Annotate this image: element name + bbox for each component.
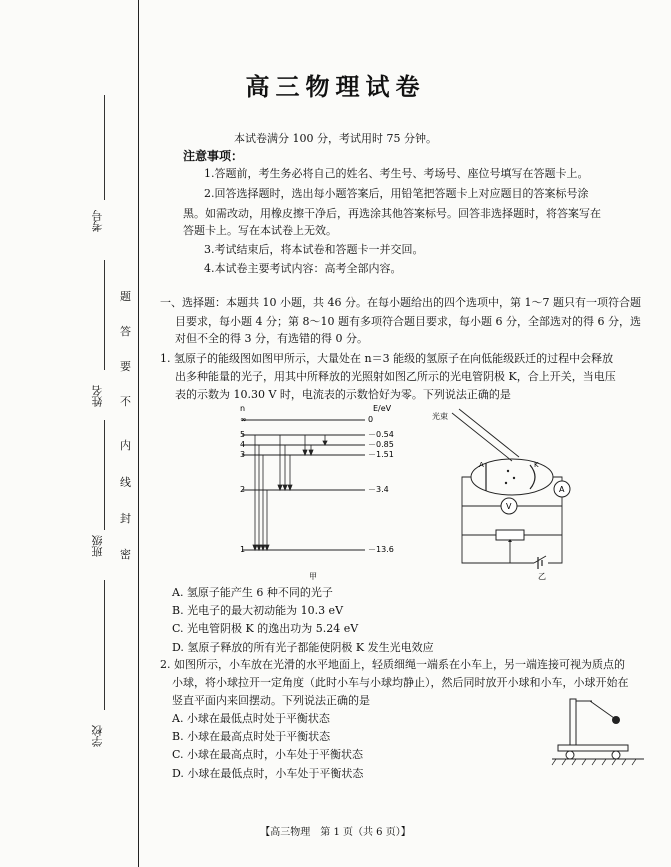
seal-char: 线 xyxy=(120,476,131,489)
notice-item: 2.回答选择题时，选出每小题答案后，用铅笔把答题卡上对应题目的答案标号涂 xyxy=(204,187,589,200)
figure-caption-yi: 乙 xyxy=(538,572,546,581)
seal-char: 封 xyxy=(120,512,131,525)
notice-item: 3.考试结束后，将本试卷和答题卡一并交回。 xyxy=(204,243,424,256)
q1-option-a: A. 氢原子能产生 6 种不同的光子 xyxy=(172,586,333,599)
section1-line: 对但不全的得 3 分，有选错的得 0 分。 xyxy=(175,332,368,345)
ground-hatch xyxy=(552,759,636,765)
sidebar-label-kaohao: 考号 xyxy=(91,210,104,232)
level-numbers xyxy=(240,415,247,554)
switch xyxy=(534,556,546,563)
seal-char: 密 xyxy=(120,548,131,561)
page-title: 高三物理试卷 xyxy=(245,72,426,101)
q2-stem: 竖直平面内来回摆动。下列说法正确的是 xyxy=(172,694,370,707)
seal-char: 答 xyxy=(120,325,131,338)
cart-body xyxy=(558,745,628,751)
sidebar-label-xuexiao: 学校 xyxy=(91,725,104,747)
level-e: －13.6 xyxy=(368,545,394,554)
q2-option-b: B. 小球在最高点时处于平衡状态 xyxy=(172,730,331,743)
seal-char: 不 xyxy=(120,395,131,408)
notice-item: 黑。如需改动，用橡皮擦干净后，再选涂其他答案标号。回答非选择题时，将答案写在 xyxy=(183,207,601,220)
seal-char: 题 xyxy=(120,290,131,303)
q1-stem: 1. 氢原子的能级图如图甲所示，大量处在 n＝3 能级的氢原子在向低能级跃迁的过程中会释放 xyxy=(160,352,614,365)
transition-arrows xyxy=(253,435,327,550)
level-n: 1 xyxy=(240,545,246,554)
anode-label: A xyxy=(479,461,484,469)
seal-char: 要 xyxy=(120,360,131,373)
q2-stem: 2. 如图所示，小车放在光滑的水平地面上，轻质细绳一端系在小车上，另一端连接可视为质点的 xyxy=(160,658,625,671)
q1-option-b: B. 光电子的最大初动能为 10.3 eV xyxy=(172,604,344,617)
light-beam xyxy=(452,409,519,461)
cart-wheel xyxy=(566,751,574,759)
kaohao-line xyxy=(104,95,105,200)
energy-level-diagram xyxy=(225,403,425,583)
q2-option-a: A. 小球在最低点时处于平衡状态 xyxy=(172,712,330,725)
q2-stem: 小球，将小球拉开一定角度（此时小车与小球均静止），然后同时放开小球和小车，小球开始在 xyxy=(172,676,629,689)
level-e: －1.51 xyxy=(368,450,394,459)
level-e: －0.54 xyxy=(368,430,394,439)
cart-wheel xyxy=(612,751,620,759)
support-pole xyxy=(570,699,576,745)
seal-char: 内 xyxy=(120,439,131,452)
photoelectric-circuit xyxy=(430,403,580,583)
level-n: 5 xyxy=(240,430,246,439)
xingming-line xyxy=(104,260,105,370)
banji-line xyxy=(104,420,105,530)
notice-item: 4.本试卷主要考试内容：高考全部内容。 xyxy=(204,262,402,275)
sidebar-label-xingming: 姓名 xyxy=(91,385,104,407)
q2-option-c: C. 小球在最高点时，小车处于平衡状态 xyxy=(172,748,364,761)
n-axis-label: n xyxy=(240,404,246,413)
q1-stem: 出多种能量的光子，用其中所释放的光照射如图乙所示的光电管阴极 K，合上开关，当电压 xyxy=(175,370,616,383)
q1-option-d: D. 氢原子释放的所有光子都能使阴极 K 发生光电效应 xyxy=(172,641,434,654)
q1-stem: 表的示数为 10.30 V 时，电流表的示数恰好为零。下列说法正确的是 xyxy=(175,388,511,401)
cart-pendulum-figure xyxy=(548,693,658,768)
light-label: 光束 xyxy=(432,412,448,421)
level-n: 2 xyxy=(240,485,246,494)
level-n: 3 xyxy=(240,450,246,459)
level-e: 0 xyxy=(368,415,374,424)
q2-option-d: D. 小球在最低点时，小车处于平衡状态 xyxy=(172,767,364,780)
q1-option-c: C. 光电管阴极 K 的逸出功为 5.24 eV xyxy=(172,622,359,635)
notice-item: 1.答题前，考生务必将自己的姓名、考生号、考场号、座位号填写在答题卡上。 xyxy=(204,167,589,180)
section1-line: 一、选择题：本题共 10 小题，共 46 分。在每小题给出的四个选项中，第 1～7 题只有一项符合题 xyxy=(160,296,641,309)
section1-line: 目要求，每小题 4 分；第 8～10 题有多项符合题目要求，每小题 6 分，全部选对的得 6 分，选 xyxy=(175,315,641,328)
photoelectrons xyxy=(505,470,515,484)
sidebar-label-banji: 班级 xyxy=(91,535,104,557)
circuit-wires xyxy=(462,477,562,563)
rheostat xyxy=(496,530,524,540)
xuexiao-line xyxy=(104,580,105,710)
level-e: －3.4 xyxy=(368,485,389,494)
page-footer: 【高三物理 第 1 页（共 6 页）】 xyxy=(260,827,411,838)
level-n: 4 xyxy=(240,440,246,449)
e-axis-label: E/eV xyxy=(373,404,392,413)
level-energies xyxy=(368,415,394,554)
cathode-label: K xyxy=(534,461,539,469)
notice-heading: 注意事项： xyxy=(183,149,244,163)
notice-item: 答题卡上。写在本试卷上无效。 xyxy=(183,224,337,237)
figure-caption-jia: 甲 xyxy=(309,572,317,581)
level-n: ∞ xyxy=(240,415,247,424)
voltmeter-label: V xyxy=(506,502,512,511)
exam-info: 本试卷满分 100 分，考试用时 75 分钟。 xyxy=(234,132,437,145)
ammeter-label: A xyxy=(559,485,565,494)
level-e: －0.85 xyxy=(368,440,394,449)
ball xyxy=(612,716,620,724)
level-lines xyxy=(242,420,365,550)
string xyxy=(590,701,614,718)
